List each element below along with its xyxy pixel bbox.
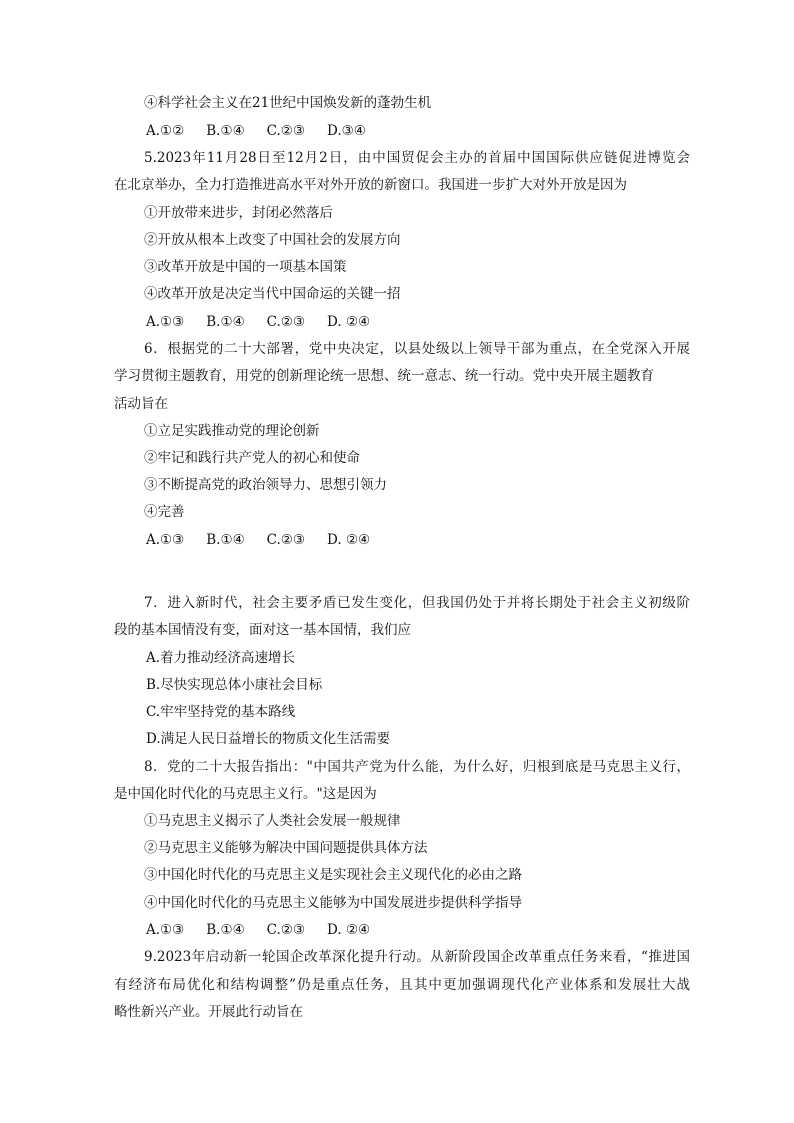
q7-option-d: D.满足人民日益增长的物质文化生活需要 xyxy=(146,731,391,747)
q6-stem-line-3: 活动旨在 xyxy=(114,396,168,412)
q6-item-1: ①立足实践推动党的理论创新 xyxy=(144,423,320,439)
q4-answer-d: D.③④ xyxy=(327,123,366,139)
q6-answer-a: A.①③ xyxy=(146,532,185,548)
q9-stem-line-2: 有经济布局优化和结构调整”仍是重点任务，且其中更加强调现代化产业体系和发展壮大战 xyxy=(114,977,690,993)
q9-stem-line-1: 9.2023年启动新一轮国企改革深化提升行动。从新阶段国企改革重点任务来看，“推进国 xyxy=(144,949,690,965)
q4-answers xyxy=(146,121,388,141)
q8-answers xyxy=(146,920,392,940)
q5-item-2: ②开放从根本上改变了中国社会的发展方向 xyxy=(144,232,401,248)
q6-stem-line-2: 学习贯彻主题教育，用党的创新理论统一思想、统一意志、统一行动。党中央开展主题教育 xyxy=(114,368,654,384)
q8-answer-c: C.②③ xyxy=(266,922,306,938)
q8-item-4: ④中国化时代化的马克思主义能够为中国发展进步提供科学指导 xyxy=(144,895,522,911)
q4-answer-c: C.②③ xyxy=(266,123,306,139)
q5-answer-b: B.①④ xyxy=(206,314,245,330)
q8-stem-line-1: 8．党的二十大报告指出："中国共产党为什么能，为什么好，归根到底是马克思主义行， xyxy=(144,759,690,775)
q6-answer-b: B.①④ xyxy=(206,532,245,548)
q6-answer-c: C.②③ xyxy=(266,532,306,548)
q8-stem-line-2: 是中国化时代化的马克思主义行。"这是因为 xyxy=(114,786,377,802)
q8-item-1: ①马克思主义揭示了人类社会发展一般规律 xyxy=(144,813,401,829)
q7-option-a: A.着力推动经济高速增长 xyxy=(146,650,296,666)
q6-item-4: ④完善 xyxy=(144,504,185,520)
q4-answer-a: A.①② xyxy=(146,123,185,139)
q6-item-2: ②牢记和践行共产党人的初心和使命 xyxy=(144,450,360,466)
q6-item-3: ③不断提高党的政治领导力、思想引领力 xyxy=(144,477,387,493)
q6-answer-d: D. ②④ xyxy=(327,532,371,548)
q5-answer-d: D. ②④ xyxy=(327,314,371,330)
q5-item-4: ④改革开放是决定当代中国命运的关键一招 xyxy=(144,286,401,302)
q4-answer-b: B.①④ xyxy=(206,123,245,139)
q5-item-1: ①开放带来进步，封闭必然落后 xyxy=(144,205,333,221)
q5-answers xyxy=(146,312,392,332)
q6-answers xyxy=(146,530,392,550)
q8-item-3: ③中国化时代化的马克思主义是实现社会主义现代化的必由之路 xyxy=(144,867,522,883)
q7-option-c: C.牢牢坚持党的基本路线 xyxy=(146,704,296,720)
q5-answer-c: C.②③ xyxy=(266,314,306,330)
q9-stem-line-3: 略性新兴产业。开展此行动旨在 xyxy=(114,1004,303,1020)
q8-item-2: ②马克思主义能够为解决中国问题提供具体方法 xyxy=(144,840,428,856)
q8-answer-a: A.①③ xyxy=(146,922,185,938)
q7-stem-line-1: 7．进入新时代，社会主要矛盾已发生变化，但我国仍处于并将长期处于社会主义初级阶 xyxy=(144,595,690,611)
q7-option-b: B.尽快实现总体小康社会目标 xyxy=(146,677,323,693)
q5-answer-a: A.①③ xyxy=(146,314,185,330)
q4-item-4: ④科学社会主义在21世纪中国焕发新的蓬勃生机 xyxy=(144,95,432,111)
q8-answer-b: B.①④ xyxy=(206,922,245,938)
q8-answer-d: D. ②④ xyxy=(327,922,371,938)
q5-stem-line-1: 5.2023年11月28日至12月2日，由中国贸促会主办的首届中国国际供应链促进博览会 xyxy=(144,150,690,166)
q6-stem-line-1: 6．根据党的二十大部署，党中央决定，以县处级以上领导干部为重点，在全党深入开展 xyxy=(144,341,690,357)
q7-stem-line-2: 段的基本国情没有变，面对这一基本国情，我们应 xyxy=(114,622,411,638)
q5-item-3: ③改革开放是中国的一项基本国策 xyxy=(144,259,347,275)
q5-stem-line-2: 在北京举办，全力打造推进高水平对外开放的新窗口。我国进一步扩大对外开放是因为 xyxy=(114,177,627,193)
